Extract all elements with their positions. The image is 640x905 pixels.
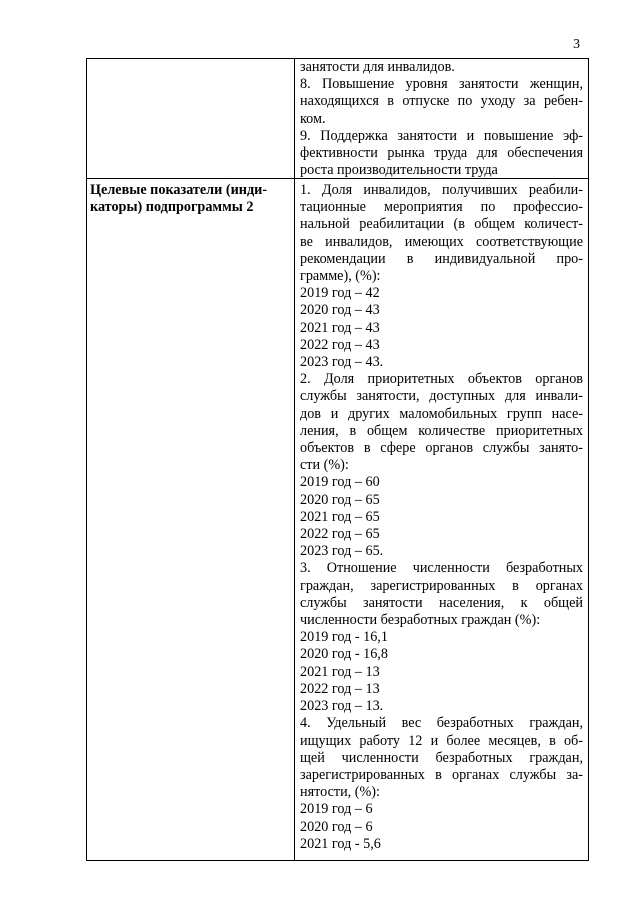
text-line: 8. Повышение уровня занятости женщин, [300,76,583,93]
text-line: ком. [300,110,326,127]
text-line: 2022 год – 13 [300,680,380,697]
text-line: грамме), (%): [300,268,381,285]
label-line: Целевые показатели (инди- [90,182,268,198]
text-line: 2023 год – 43. [300,354,384,371]
text-line: ления, в общем количестве приоритетных [300,422,583,439]
text-line: рекомендации в индивидуальной про- [300,250,583,267]
text-line: находящихся в отпуске по уходу за ребен- [300,93,583,110]
text-line: 2020 год – 6 [300,818,373,835]
row2-indicators-cell [300,182,583,853]
text-line: 1. Доля инвалидов, получивших реабили- [300,182,583,198]
table-column-divider [294,58,295,861]
label-line: каторы) подпрограммы 2 [90,199,254,216]
text-line: занятости для инвалидов. [300,59,455,75]
text-line: ищущих работу 12 и более месяцев, в об- [300,732,583,749]
text-line: граждан, зарегистрированных в органах [300,577,583,594]
text-line: фективности рынка труда для обеспечения [300,145,583,162]
text-line: 2022 год – 65 [300,526,380,543]
text-line: 2020 год – 43 [300,302,380,319]
text-line: ве инвалидов, имеющих соответствующие [300,233,583,250]
text-line: 2019 год – 6 [300,801,373,818]
text-line: 2019 год - 16,1 [300,629,388,646]
text-line: 9. Поддержка занятости и повышение эф- [300,127,583,144]
page-number: 3 [573,37,580,52]
text-line: 2023 год – 13. [300,698,384,715]
text-line: дов и других маломобильных групп насе- [300,405,583,422]
text-line: щей численности безработных граждан, [300,749,583,766]
text-line: 2021 год – 13 [300,663,380,680]
text-line: 2020 год – 65 [300,491,380,508]
text-line: роста производительности труда [300,162,498,179]
text-line: 2022 год – 43 [300,336,380,353]
text-line: сти (%): [300,457,349,474]
text-line: тационные мероприятия по профессио- [300,199,583,216]
text-line: 2019 год – 60 [300,474,380,491]
table-border-right [588,58,589,861]
text-line: 2021 год – 65 [300,508,380,525]
text-line: объектов в сфере органов службы занято- [300,440,583,457]
text-line: службы занятости, доступных для инвали- [300,388,583,405]
text-line: службы занятости населения, к общей [300,594,583,611]
text-line: зарегистрированных в органах службы за- [300,766,583,783]
text-line: 2. Доля приоритетных объектов органов [300,371,583,388]
text-line: 3. Отношение численности безработных [300,560,583,577]
text-line: численности безработных граждан (%): [300,612,541,629]
text-line: 2020 год - 16,8 [300,646,388,663]
text-line: 2021 год - 5,6 [300,835,381,852]
text-line: 4. Удельный вес безработных граждан, [300,715,583,732]
row1-right-cell [300,59,583,179]
text-line: нятости, (%): [300,784,380,801]
text-line: 2021 год – 43 [300,319,380,336]
text-line: нальной реабилитации (в общем количест- [300,216,583,233]
text-line: 2023 год – 65. [300,543,384,560]
row2-label-cell [90,182,286,216]
table-border-left [86,58,87,861]
text-line: 2019 год – 42 [300,285,380,302]
table-border-bottom [86,860,589,861]
